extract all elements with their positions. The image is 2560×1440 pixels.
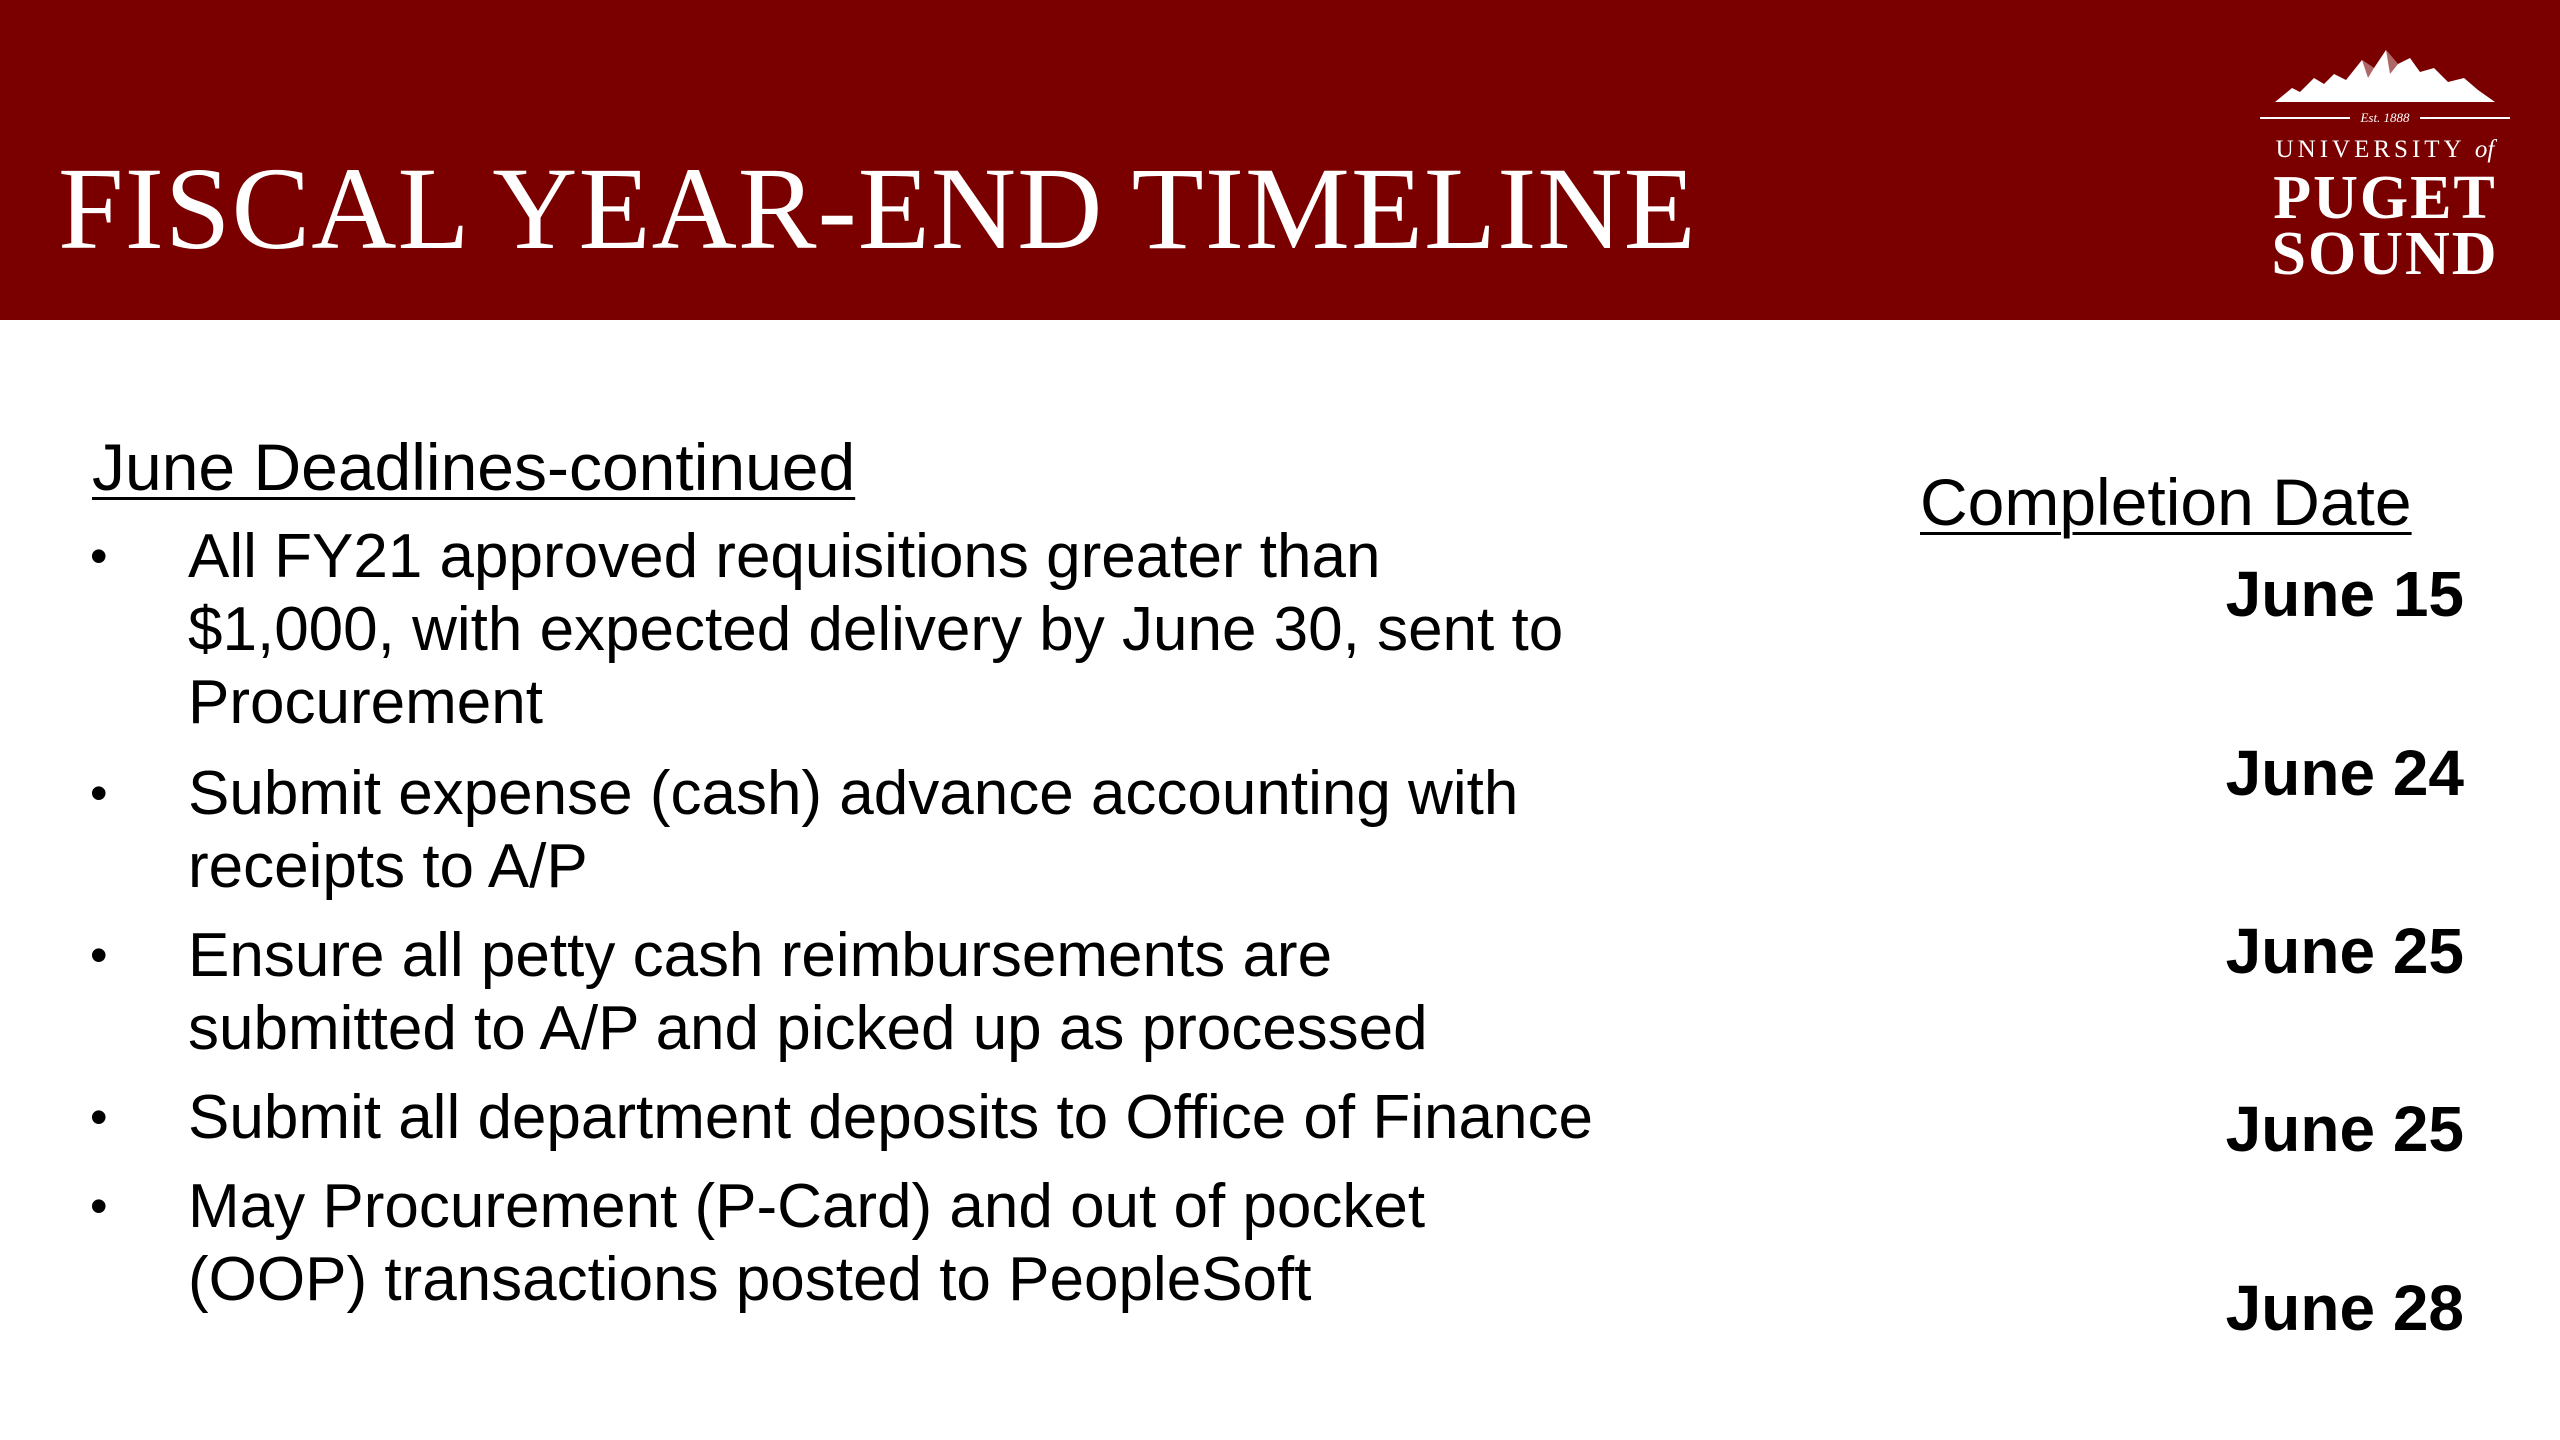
deadline-text: All FY21 approved requisitions greater than $1,000, with expected delivery by June 30, sent to Procurement [188, 522, 1564, 737]
section-heading: June Deadlines-continued [92, 430, 856, 504]
completion-date: June 25 [2225, 915, 2464, 987]
logo-puget: PUGET [2273, 164, 2497, 232]
logo-rule-left [2260, 117, 2350, 119]
logo-university-line [2260, 136, 2510, 164]
completion-date: June 25 [2225, 1093, 2464, 1165]
logo-rule-right [2420, 117, 2510, 119]
completion-date: June 24 [2225, 737, 2464, 809]
bullet-icon: • [90, 1089, 108, 1145]
slide-title: FISCAL YEAR-END TIMELINE [58, 143, 1697, 274]
logo-est: Est. 1888 [2360, 110, 2410, 125]
bullet-icon: • [90, 765, 108, 821]
bullet-icon: • [90, 1178, 108, 1234]
logo-university: UNIVERSITY [2275, 136, 2465, 163]
header-band [0, 0, 2560, 320]
university-logo [2260, 44, 2510, 288]
completion-date-heading: Completion Date [1920, 465, 2412, 539]
logo-sound: SOUND [2271, 220, 2499, 288]
deadline-text: May Procurement (P-Card) and out of pocket (OOP) transactions posted to PeopleSoft [188, 1172, 1426, 1314]
deadline-text: Submit all department deposits to Office of Finance [188, 1083, 1593, 1152]
logo-of: of [2474, 136, 2495, 163]
completion-date: June 28 [2225, 1272, 2464, 1344]
bullet-icon: • [90, 528, 108, 584]
deadline-text: Ensure all petty cash reimbursements are submitted to A/P and picked up as processed [188, 921, 1428, 1063]
mountain-range-icon [2270, 44, 2500, 106]
logo-est-row [2260, 108, 2510, 128]
bullet-icon: • [90, 927, 108, 983]
deadline-text: Submit expense (cash) advance accounting with receipts to A/P [188, 759, 1519, 901]
completion-date: June 15 [2225, 558, 2464, 630]
